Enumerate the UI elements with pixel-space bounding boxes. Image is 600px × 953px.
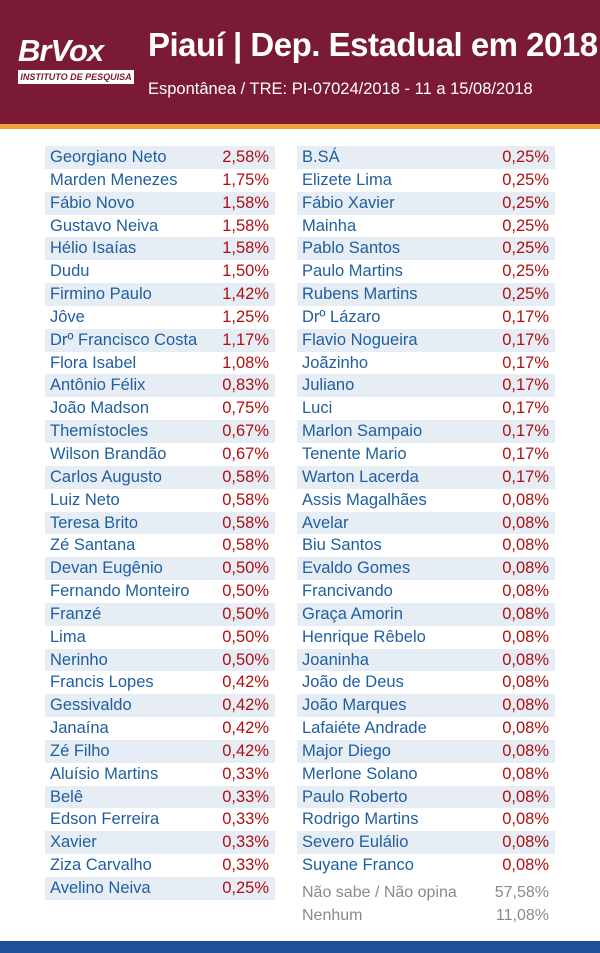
candidate-percentage: 0,33% — [222, 833, 269, 852]
candidate-name: Joaninha — [302, 650, 369, 669]
candidate-percentage: 0,08% — [502, 582, 549, 601]
candidate-name: Merlone Solano — [302, 764, 418, 783]
candidate-row — [45, 283, 275, 306]
candidate-row — [297, 215, 555, 238]
candidate-name: Zé Filho — [50, 741, 110, 760]
candidate-row — [45, 192, 275, 215]
candidate-name: João de Deus — [302, 673, 404, 692]
candidate-percentage: 1,25% — [222, 307, 269, 326]
candidate-name: Lafaiéte Andrade — [302, 719, 427, 738]
footer-bar — [0, 941, 600, 953]
candidate-row — [45, 808, 275, 831]
candidate-row — [297, 466, 555, 489]
candidate-percentage: 1,17% — [222, 330, 269, 349]
candidate-row — [45, 694, 275, 717]
candidate-row — [45, 512, 275, 535]
candidate-row — [45, 580, 275, 603]
candidate-percentage: 0,25% — [502, 193, 549, 212]
candidate-name: Jôve — [50, 307, 85, 326]
candidate-percentage: 1,58% — [222, 239, 269, 258]
candidate-percentage: 0,42% — [222, 696, 269, 715]
candidates-column-left — [45, 146, 275, 900]
candidate-row — [297, 489, 555, 512]
candidate-name: B.SÁ — [302, 148, 340, 166]
page-title: Piauí | Dep. Estadual em 2018 — [148, 26, 598, 63]
candidate-percentage: 0,58% — [222, 490, 269, 509]
candidate-name: Antônio Félix — [50, 376, 146, 395]
candidate-percentage: 0,08% — [502, 719, 549, 738]
candidate-name: Graça Amorin — [302, 604, 403, 623]
candidate-name: João Madson — [50, 399, 150, 418]
candidate-percentage: 0,33% — [222, 810, 269, 829]
candidate-row — [45, 740, 275, 763]
extra-row-nenhum — [297, 905, 555, 927]
candidates-column-right — [297, 146, 555, 877]
candidate-percentage: 0,08% — [502, 696, 549, 715]
candidate-name: Major Diego — [302, 741, 391, 760]
candidate-name: Lima — [50, 627, 86, 646]
extra-label: Não sabe / Não opina — [302, 884, 457, 901]
candidate-name: Warton Lacerda — [302, 467, 419, 486]
candidate-name: Aluísio Martins — [50, 764, 159, 783]
candidate-name: Elizete Lima — [302, 170, 392, 189]
candidate-name: Marlon Sampaio — [302, 422, 423, 441]
candidate-percentage: 0,25% — [502, 170, 549, 189]
candidate-name: Janaína — [50, 719, 109, 738]
candidate-name: Paulo Roberto — [302, 787, 408, 806]
candidate-percentage: 0,08% — [502, 536, 549, 555]
candidate-percentage: 0,08% — [502, 513, 549, 532]
candidate-row — [297, 306, 555, 329]
extra-row-nao-sabe — [297, 882, 555, 904]
candidate-name: Tenente Mario — [302, 444, 407, 463]
candidate-row — [297, 603, 555, 626]
candidate-name: Francivando — [302, 582, 393, 601]
candidate-row — [45, 877, 275, 900]
candidate-name: Zé Santana — [50, 536, 136, 555]
candidate-name: Biu Santos — [302, 536, 382, 555]
candidate-row — [45, 626, 275, 649]
candidate-percentage: 0,58% — [222, 536, 269, 555]
candidate-name: Paulo Martins — [302, 262, 403, 281]
candidate-percentage: 0,17% — [502, 399, 549, 418]
candidate-row — [45, 649, 275, 672]
candidate-percentage: 0,08% — [502, 490, 549, 509]
candidate-row — [45, 534, 275, 557]
candidate-row — [297, 649, 555, 672]
candidate-percentage: 0,25% — [222, 879, 269, 897]
candidate-name: Edson Ferreira — [50, 810, 160, 829]
candidate-name: Henrique Rêbelo — [302, 627, 426, 646]
candidate-percentage: 0,25% — [502, 285, 549, 304]
candidate-row — [297, 740, 555, 763]
candidate-name: Franzé — [50, 604, 102, 623]
candidate-percentage: 1,58% — [222, 193, 269, 212]
candidate-name: Drº Lázaro — [302, 307, 381, 326]
candidate-percentage: 0,67% — [222, 444, 269, 463]
extra-value: 57,58% — [494, 884, 549, 901]
candidate-percentage: 0,50% — [222, 627, 269, 646]
candidate-percentage: 0,17% — [502, 467, 549, 486]
candidate-percentage: 0,33% — [222, 856, 269, 875]
candidate-percentage: 0,58% — [222, 467, 269, 486]
candidate-percentage: 0,25% — [502, 216, 549, 235]
candidate-row — [45, 146, 275, 169]
extra-label: Nenhum — [302, 907, 363, 924]
candidate-percentage: 2,58% — [222, 148, 269, 166]
candidate-row — [297, 671, 555, 694]
candidate-row — [297, 237, 555, 260]
candidate-name: Wilson Brandão — [50, 444, 167, 463]
candidate-name: Gessivaldo — [50, 696, 132, 715]
candidate-row — [297, 854, 555, 877]
candidate-name: Luci — [302, 399, 333, 418]
candidate-row — [45, 717, 275, 740]
candidate-percentage: 0,17% — [502, 353, 549, 372]
candidate-name: Georgiano Neto — [50, 148, 167, 166]
candidate-name: Severo Eulálio — [302, 833, 409, 852]
candidate-row — [45, 763, 275, 786]
header-divider — [0, 124, 600, 129]
candidate-percentage: 0,33% — [222, 764, 269, 783]
candidate-percentage: 0,83% — [222, 376, 269, 395]
candidate-name: Francis Lopes — [50, 673, 154, 692]
candidate-row — [45, 557, 275, 580]
candidate-name: Dudu — [50, 262, 90, 281]
candidate-percentage: 0,17% — [502, 422, 549, 441]
candidate-name: Luiz Neto — [50, 490, 120, 509]
candidate-name: Gustavo Neiva — [50, 216, 159, 235]
candidate-row — [45, 603, 275, 626]
candidate-row — [45, 443, 275, 466]
candidate-name: Fábio Xavier — [302, 193, 395, 212]
candidate-percentage: 0,42% — [222, 741, 269, 760]
candidate-percentage: 0,33% — [222, 787, 269, 806]
candidate-name: Avelino Neiva — [50, 879, 151, 897]
candidate-row — [297, 443, 555, 466]
candidate-row — [297, 374, 555, 397]
candidate-percentage: 0,25% — [502, 239, 549, 258]
candidate-row — [45, 854, 275, 877]
candidate-percentage: 0,50% — [222, 650, 269, 669]
candidate-percentage: 0,08% — [502, 856, 549, 875]
candidate-percentage: 1,58% — [222, 216, 269, 235]
candidate-row — [45, 374, 275, 397]
candidate-percentage: 1,08% — [222, 353, 269, 372]
candidate-name: Themístocles — [50, 422, 149, 441]
candidate-percentage: 0,25% — [502, 148, 549, 166]
candidate-row — [45, 466, 275, 489]
candidate-percentage: 0,08% — [502, 627, 549, 646]
candidate-name: Rubens Martins — [302, 285, 418, 304]
candidate-percentage: 0,50% — [222, 582, 269, 601]
candidate-percentage: 0,75% — [222, 399, 269, 418]
extra-value: 11,08% — [495, 907, 549, 924]
candidate-name: João Marques — [302, 696, 407, 715]
candidate-name: Fernando Monteiro — [50, 582, 190, 601]
candidate-row — [297, 512, 555, 535]
candidate-name: Mainha — [302, 216, 357, 235]
candidate-percentage: 0,17% — [502, 307, 549, 326]
candidate-name: Carlos Augusto — [50, 467, 162, 486]
candidate-row — [297, 420, 555, 443]
candidate-percentage: 0,67% — [222, 422, 269, 441]
brvox-logo — [18, 34, 136, 86]
candidate-percentage: 0,08% — [502, 833, 549, 852]
candidate-row — [45, 671, 275, 694]
candidate-percentage: 0,08% — [502, 810, 549, 829]
header-banner — [0, 0, 600, 124]
candidate-row — [297, 808, 555, 831]
candidate-row — [297, 329, 555, 352]
candidate-row — [45, 352, 275, 375]
candidate-row — [45, 420, 275, 443]
candidate-row — [297, 763, 555, 786]
candidate-percentage: 1,50% — [222, 262, 269, 281]
candidate-name: Nerinho — [50, 650, 108, 669]
candidate-name: Hélio Isaías — [50, 239, 137, 258]
candidate-name: Fábio Novo — [50, 193, 135, 212]
candidate-name: Joãzinho — [302, 353, 369, 372]
candidate-name: Rodrigo Martins — [302, 810, 419, 829]
candidate-percentage: 0,17% — [502, 444, 549, 463]
candidate-name: Flora Isabel — [50, 353, 137, 372]
candidate-percentage: 0,25% — [502, 262, 549, 281]
candidate-row — [297, 146, 555, 169]
candidate-percentage: 0,08% — [502, 673, 549, 692]
page-subtitle: Espontânea / TRE: PI-07024/2018 - 11 a 15/08/2018 — [148, 80, 533, 98]
candidate-percentage: 0,42% — [222, 719, 269, 738]
candidate-name: Flavio Nogueira — [302, 330, 418, 349]
candidate-row — [45, 237, 275, 260]
candidate-percentage: 0,58% — [222, 513, 269, 532]
candidate-row — [297, 626, 555, 649]
candidate-percentage: 0,08% — [502, 741, 549, 760]
candidate-row — [297, 397, 555, 420]
candidate-name: Firmino Paulo — [50, 285, 152, 304]
candidate-percentage: 0,50% — [222, 604, 269, 623]
candidate-name: Avelar — [302, 513, 349, 532]
candidate-row — [45, 831, 275, 854]
candidate-row — [45, 489, 275, 512]
candidate-row — [297, 169, 555, 192]
candidate-percentage: 1,42% — [222, 285, 269, 304]
candidate-row — [45, 397, 275, 420]
candidate-row — [45, 306, 275, 329]
candidate-name: Suyane Franco — [302, 856, 414, 875]
candidate-name: Assis Magalhães — [302, 490, 427, 509]
candidate-percentage: 0,50% — [222, 559, 269, 578]
candidate-row — [297, 260, 555, 283]
candidate-row — [45, 169, 275, 192]
candidate-percentage: 0,17% — [502, 330, 549, 349]
logo-subtitle: INSTITUTO DE PESQUISA — [18, 70, 134, 84]
candidate-name: Pablo Santos — [302, 239, 401, 258]
candidate-row — [297, 831, 555, 854]
candidate-row — [297, 580, 555, 603]
candidate-row — [297, 283, 555, 306]
candidate-row — [45, 260, 275, 283]
candidate-percentage: 0,08% — [502, 650, 549, 669]
candidate-name: Xavier — [50, 833, 97, 852]
candidate-row — [297, 192, 555, 215]
candidate-name: Belê — [50, 787, 84, 806]
candidate-percentage: 0,08% — [502, 787, 549, 806]
candidate-name: Juliano — [302, 376, 355, 395]
candidate-row — [45, 215, 275, 238]
candidate-row — [297, 694, 555, 717]
candidate-name: Evaldo Gomes — [302, 559, 411, 578]
candidate-row — [297, 352, 555, 375]
candidate-percentage: 0,42% — [222, 673, 269, 692]
candidate-row — [297, 717, 555, 740]
candidate-row — [45, 786, 275, 809]
candidate-row — [45, 329, 275, 352]
logo-text: BrVox — [18, 33, 104, 68]
candidate-row — [297, 534, 555, 557]
candidate-name: Drº Francisco Costa — [50, 330, 198, 349]
candidate-percentage: 1,75% — [222, 170, 269, 189]
candidate-row — [297, 557, 555, 580]
candidate-name: Marden Menezes — [50, 170, 178, 189]
candidate-percentage: 0,17% — [502, 376, 549, 395]
candidate-name: Ziza Carvalho — [50, 856, 152, 875]
candidate-percentage: 0,08% — [502, 764, 549, 783]
candidate-row — [297, 786, 555, 809]
candidate-percentage: 0,08% — [502, 604, 549, 623]
candidate-percentage: 0,08% — [502, 559, 549, 578]
candidate-name: Teresa Brito — [50, 513, 139, 532]
candidate-name: Devan Eugênio — [50, 559, 163, 578]
